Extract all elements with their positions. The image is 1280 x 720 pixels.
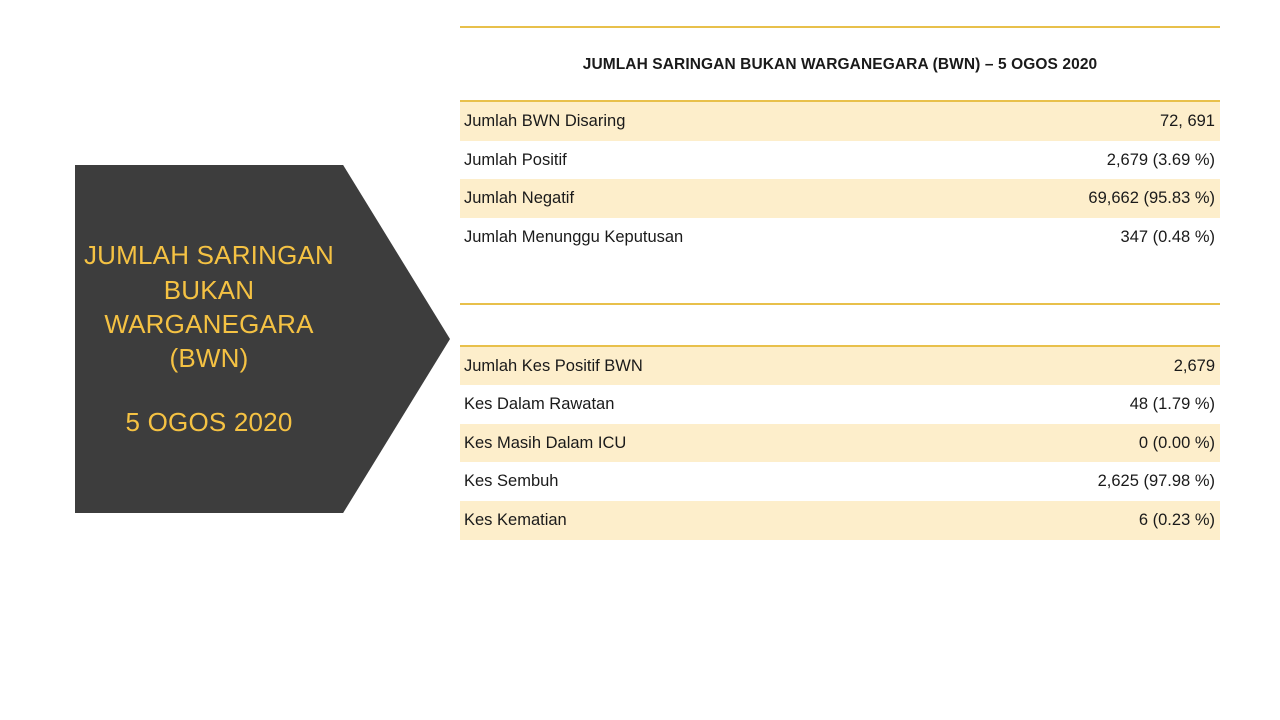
section-spacer-lower: [460, 305, 1220, 345]
row-value: 0 (0.00 %): [840, 424, 1220, 463]
row-value: 2,679 (3.69 %): [1106, 150, 1215, 169]
table-row: [460, 179, 1220, 218]
row-value: 6 (0.23 %): [840, 501, 1220, 540]
row-label: Jumlah Positif: [464, 150, 567, 169]
table-row: [460, 462, 1220, 501]
row-label: Kes Dalam Rawatan: [464, 395, 615, 414]
row-label: Kes Kematian: [460, 501, 840, 540]
row-value: 72, 691: [840, 102, 1220, 141]
top-spacer: [460, 0, 1220, 26]
row-value: 69,662 (95.83 %): [840, 179, 1220, 218]
title-banner: [75, 165, 450, 513]
row-label: Jumlah Menunggu Keputusan: [464, 227, 684, 246]
table-row: [460, 501, 1220, 540]
row-value: 2,625 (97.98 %): [1097, 472, 1215, 491]
banner-date: 5 OGOS 2020: [125, 407, 293, 438]
row-value: 2,679: [840, 347, 1220, 386]
table-row: [460, 102, 1220, 141]
page-title: JUMLAH SARINGAN BUKAN WARGANEGARA (BWN) – 5 OGOS 2020: [582, 56, 1098, 73]
row-label: Kes Sembuh: [464, 472, 559, 491]
content-panel: [460, 0, 1220, 720]
section-spacer: [460, 257, 1220, 303]
row-value: 48 (1.79 %): [1129, 395, 1215, 414]
row-label: Jumlah Kes Positif BWN: [460, 347, 840, 386]
table-row: [460, 424, 1220, 463]
screening-summary-table: [460, 102, 1220, 257]
row-label: Jumlah Negatif: [460, 179, 840, 218]
table-row: [460, 347, 1220, 386]
table-row: [460, 385, 1220, 424]
row-label: Kes Masih Dalam ICU: [460, 424, 840, 463]
table-row: [460, 218, 1220, 257]
row-label: Jumlah BWN Disaring: [460, 102, 840, 141]
banner-title: JUMLAH SARINGAN BUKAN WARGANEGARA (BWN): [83, 240, 335, 374]
banner-text-block: [75, 165, 343, 513]
table-row: [460, 141, 1220, 180]
cases-summary-table: [460, 347, 1220, 540]
row-value: 347 (0.48 %): [1120, 227, 1215, 246]
